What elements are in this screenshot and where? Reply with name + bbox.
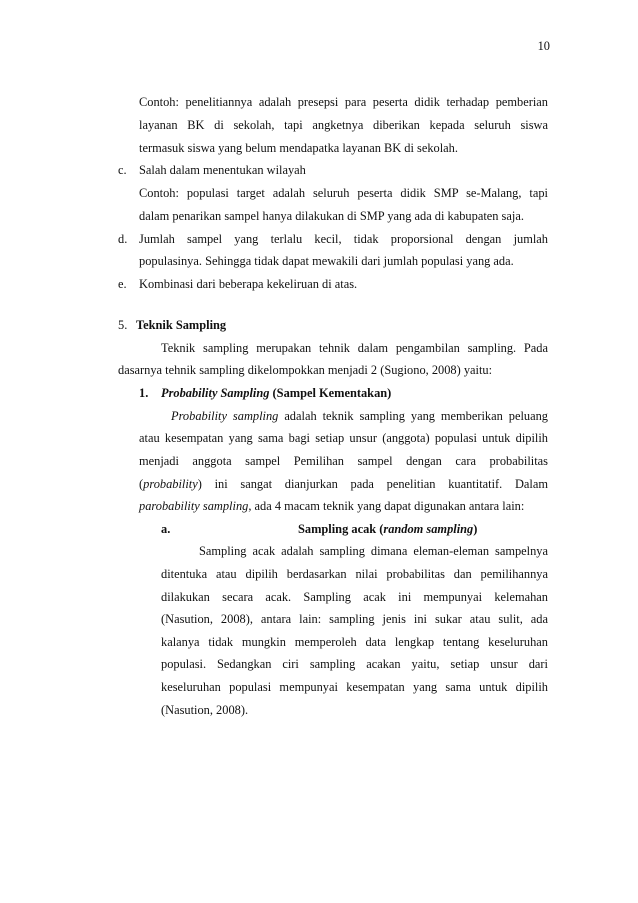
page-number: 10 <box>537 39 550 53</box>
paragraph-line: atau kesempatan yang sama bagi setiap unsur (anggota) populasi untuk dipilih <box>139 431 548 445</box>
italic-term: parobability sampling <box>139 499 249 513</box>
paragraph-line <box>139 498 524 514</box>
subsection-heading <box>298 521 477 537</box>
list-item-text: Salah dalam menentukan wilayah <box>139 163 306 177</box>
text-line: termasuk siswa yang belum mendapatka layanan BK di sekolah. <box>139 141 458 155</box>
subsection-heading-rest: (Sampel Kementakan) <box>272 386 392 400</box>
paragraph-line: kalanya tidak mungkin memperoleh data lengkap tentang keseluruhan <box>161 635 548 649</box>
list-marker: e. <box>118 277 127 291</box>
italic-term: probability <box>143 477 198 491</box>
section-number: 5. <box>118 318 128 332</box>
text-run: , ada 4 macam teknik yang dapat digunakan antara lain: <box>248 499 525 513</box>
list-marker: c. <box>118 163 127 177</box>
paragraph-line: dilakukan secara acak. Sampling acak ini mempunyai kelemahan <box>161 590 548 604</box>
list-item-text: Jumlah sampel yang terlalu kecil, tidak proporsional dengan jumlah <box>139 232 548 246</box>
text-run: ) ini sangat dianjurkan pada penelitian kuantitatif. Dalam <box>197 477 548 491</box>
text-line: Contoh: populasi target adalah seluruh peserta didik SMP se-Malang, tapi <box>139 186 548 200</box>
italic-term: random sampling <box>383 522 474 536</box>
paragraph-line: ditentuka atau dipilih berdasarkan nilai probabilitas dan pemilihannya <box>161 567 548 581</box>
paragraph-line: dasarnya tehnik sampling dikelompokkan menjadi 2 (Sugiono, 2008) yaitu: <box>118 363 493 377</box>
text-run: Sampling acak ( <box>298 522 384 536</box>
paragraph-line <box>139 476 548 492</box>
text-run: ( <box>139 477 144 491</box>
text-line: layanan BK di sekolah, tapi angketnya diberikan kepada seluruh siswa <box>139 118 548 132</box>
text-run: adalah teknik sampling yang memberikan peluang <box>284 409 548 423</box>
paragraph-line: (Nasution, 2008), antara lain: sampling jenis ini sukar atau sulit, ada <box>161 612 548 626</box>
text-line: populasinya. Sehingga tidak dapat mewakili dari jumlah populasi yang ada. <box>139 254 514 268</box>
italic-term: Probability sampling <box>171 409 279 423</box>
text-line: dalam penarikan sampel hanya dilakukan di SMP yang ada di kabupaten saja. <box>139 209 524 223</box>
list-item-text: Kombinasi dari beberapa kekeliruan di atas. <box>139 277 358 291</box>
paragraph-line: (Nasution, 2008). <box>161 703 249 717</box>
section-heading: Teknik Sampling <box>136 318 227 332</box>
list-marker: a. <box>161 522 171 536</box>
text-run: ) <box>473 522 478 536</box>
text-line: Contoh: penelitiannya adalah presepsi para peserta didik terhadap pemberian <box>139 95 548 109</box>
list-marker: 1. <box>139 386 149 400</box>
subsection-heading <box>161 385 391 401</box>
subsection-heading-italic: Probability Sampling <box>161 386 270 400</box>
paragraph-line: Sampling acak adalah sampling dimana eleman-eleman sampelnya <box>199 544 548 558</box>
paragraph-line: populasi. Sedangkan ciri sampling acakan yaitu, setiap unsur dari <box>161 657 548 671</box>
paragraph-line: Teknik sampling merupakan tehnik dalam pengambilan sampling. Pada <box>161 341 548 355</box>
paragraph-line: keseluruhan populasi mempunyai kesempatan yang sama untuk dipilih <box>161 680 548 694</box>
paragraph-line: menjadi anggota sampel Pemilihan sampel dengan cara probabilitas <box>139 454 548 468</box>
list-marker: d. <box>118 232 128 246</box>
paragraph-line <box>171 408 548 424</box>
